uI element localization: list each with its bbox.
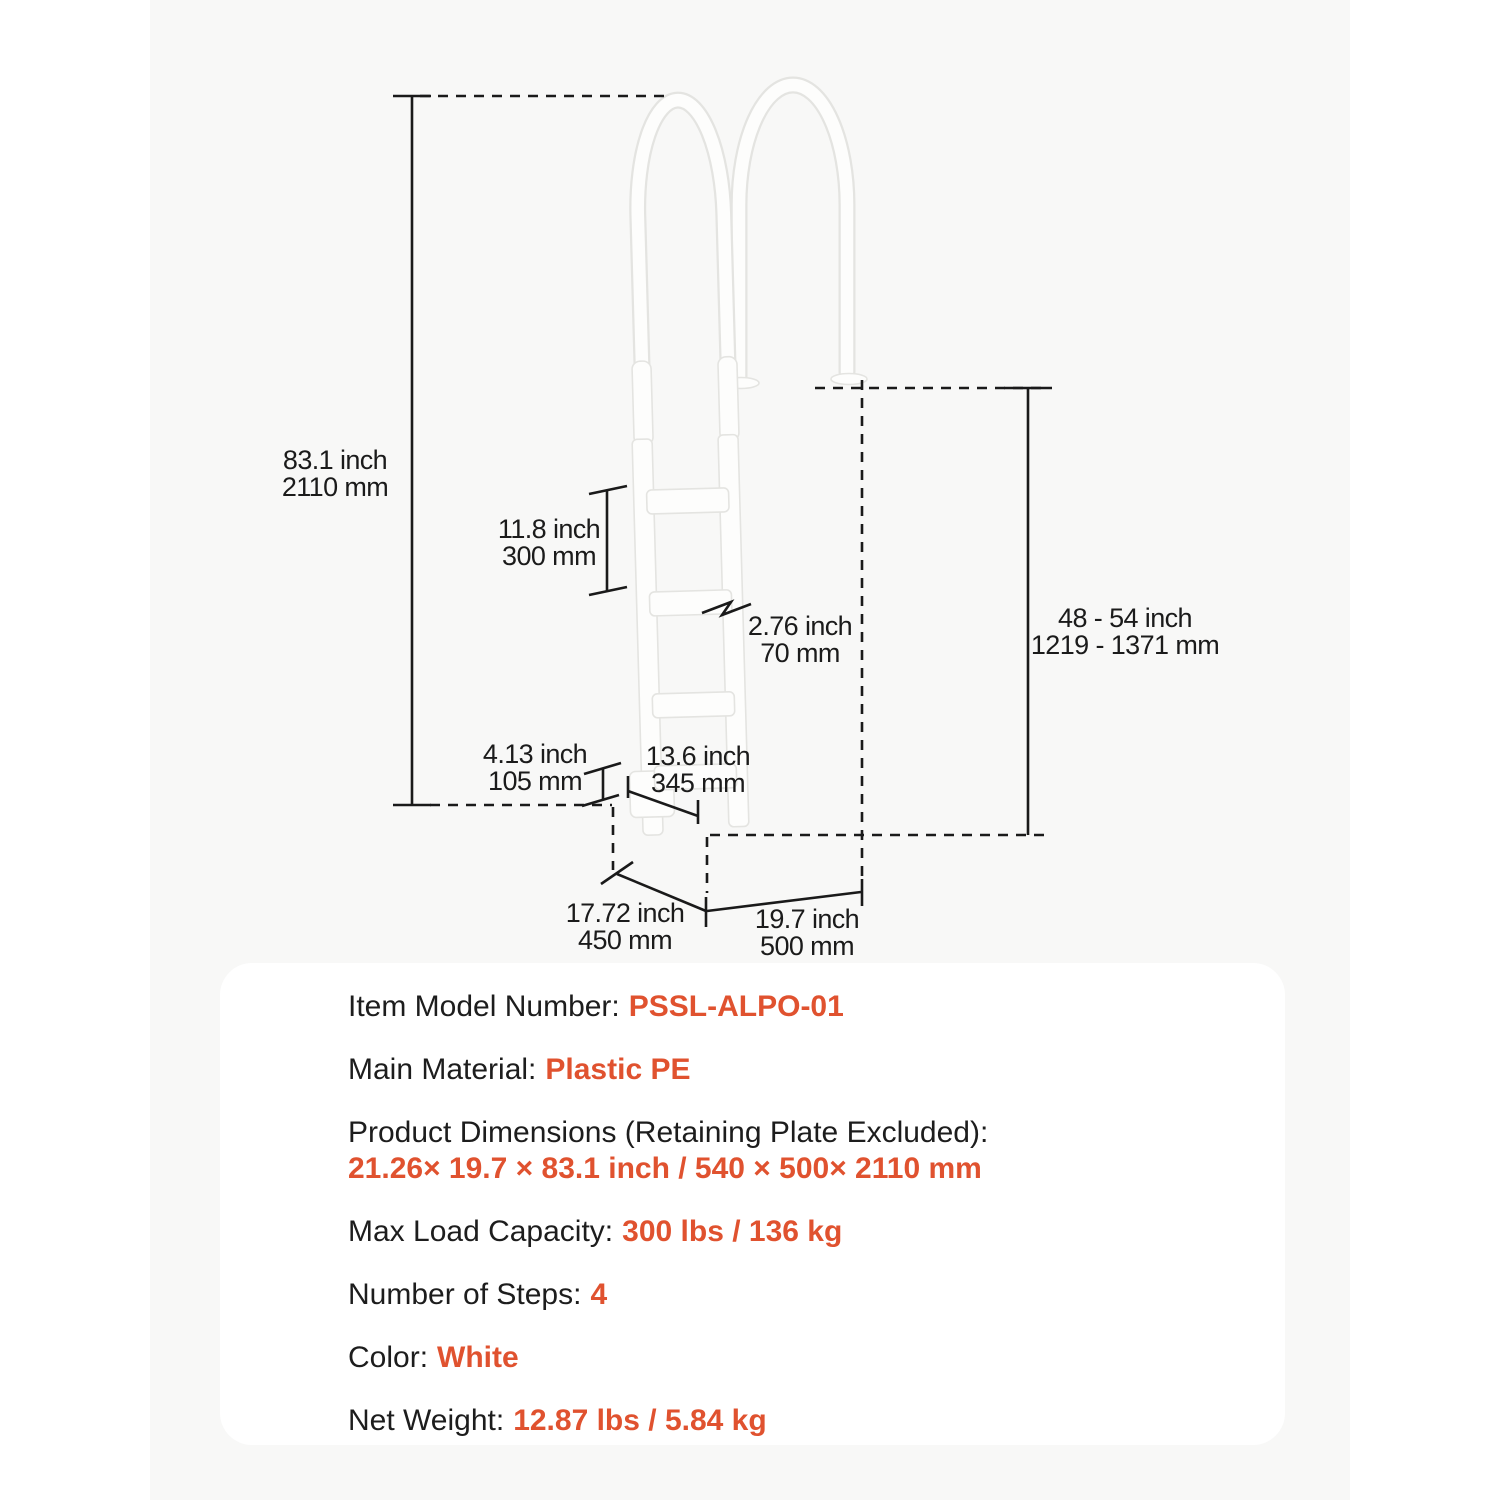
spec-label: Main Material: [348, 1053, 537, 1086]
spec-value: Plastic PE [545, 1053, 691, 1086]
spec-label: Max Load Capacity: [348, 1215, 614, 1248]
dim-label-base-width: 19.7 inch 500 mm [754, 904, 860, 961]
spec-card [220, 963, 1285, 1445]
dim-label-rail-width: 2.76 inch 70 mm [747, 611, 853, 668]
spec-row-model [348, 989, 1245, 1025]
spec-value: 300 lbs / 136 kg [622, 1215, 843, 1248]
spec-value: 21.26× 19.7 × 83.1 inch / 540 × 500× 2110 mm [348, 1152, 982, 1185]
spec-label: Color: [348, 1341, 429, 1374]
spec-label: Item Model Number: [348, 990, 620, 1023]
back-handrail-illustration [723, 85, 867, 389]
spec-row-dimensions [348, 1115, 1245, 1187]
dim-label-plate-height: 4.13 inch 105 mm [482, 739, 588, 796]
spec-row-weight [348, 1403, 1245, 1439]
dim-label-deck-height-range: 48 - 54 inch 1219 - 1371 mm [1030, 603, 1220, 660]
spec-row-color [348, 1340, 1245, 1376]
dim-label-base-depth: 17.72 inch 450 mm [565, 898, 685, 955]
dim-label-step-width: 13.6 inch 345 mm [645, 741, 751, 798]
spec-row-steps [348, 1277, 1245, 1313]
spec-value: PSSL-ALPO-01 [628, 990, 844, 1023]
ladder-illustration [611, 99, 750, 836]
spec-label: Product Dimensions (Retaining Plate Excluded): [348, 1116, 989, 1149]
dim-label-step-spacing: 11.8 inch 300 mm [497, 514, 601, 571]
spec-label: Number of Steps: [348, 1278, 582, 1311]
spec-row-load [348, 1214, 1245, 1250]
spec-value: 12.87 lbs / 5.84 kg [513, 1404, 767, 1437]
spec-value: 4 [590, 1278, 608, 1311]
spec-row-material [348, 1052, 1245, 1088]
dim-label-overall-height: 83.1 inch 2110 mm [281, 445, 389, 502]
spec-value: White [437, 1341, 519, 1374]
spec-label: Net Weight: [348, 1404, 505, 1437]
